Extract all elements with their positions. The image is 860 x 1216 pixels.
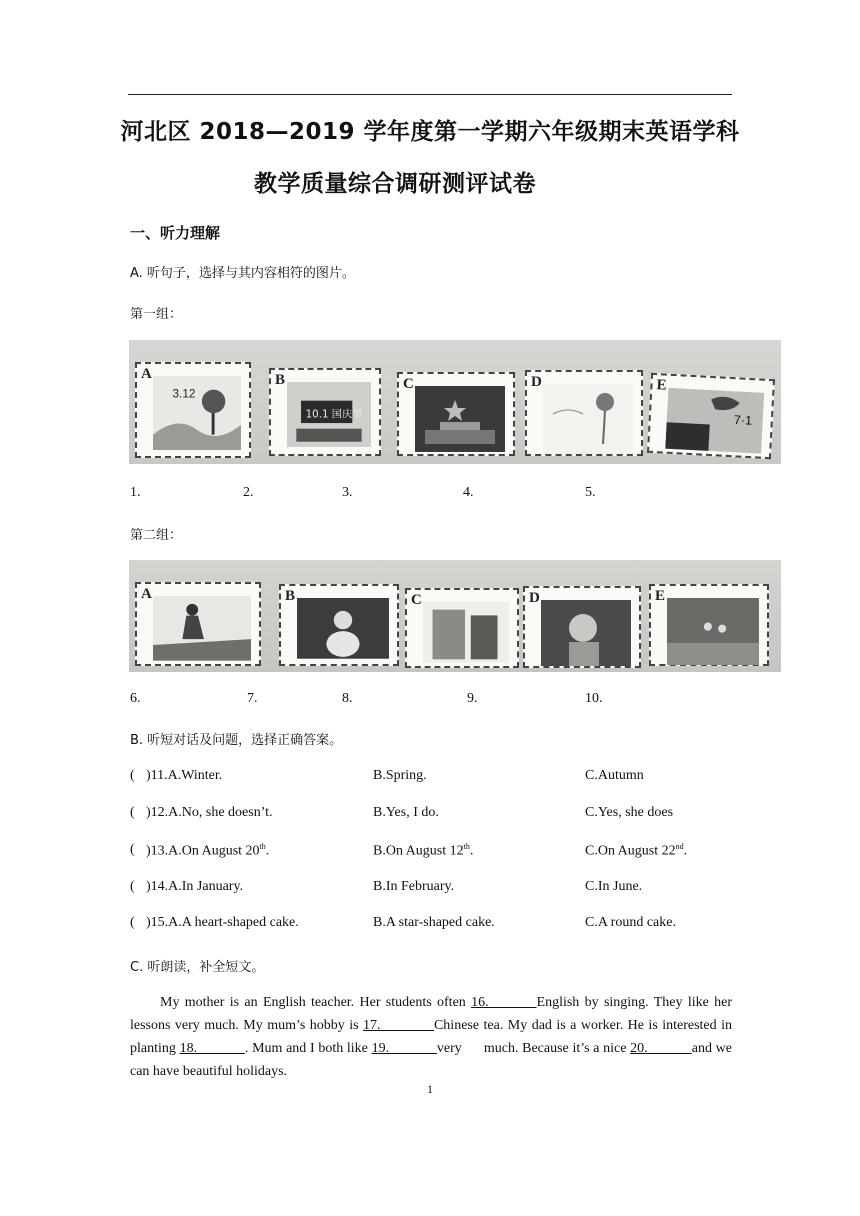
option-b: B.Spring. xyxy=(373,768,427,783)
answer-number: 6. xyxy=(130,691,141,706)
option-a: )15.A.A heart-shaped cake. xyxy=(146,915,299,930)
party-day-icon xyxy=(665,388,764,454)
option-b: B.Yes, I do. xyxy=(373,805,439,820)
stamp-e xyxy=(649,584,769,666)
group2-picture-strip xyxy=(129,560,781,672)
answer-paren[interactable]: ( xyxy=(130,805,135,820)
family-park-icon xyxy=(667,598,759,665)
stamp-caption: 10.1 国庆节 xyxy=(305,408,363,421)
part-c-instruction: C. 听朗读，补全短文。 xyxy=(130,960,265,975)
option-a: )12.A.No, she doesn’t. xyxy=(146,805,273,820)
answer-paren[interactable]: ( xyxy=(130,768,135,783)
answer-number: 5. xyxy=(585,485,596,500)
stamp-c xyxy=(405,588,519,668)
blank-17[interactable]: 17. xyxy=(363,1018,434,1033)
child-portrait-icon xyxy=(541,600,631,666)
stamp-a xyxy=(135,582,261,666)
national-day-icon xyxy=(287,382,371,447)
building-icon xyxy=(423,602,509,663)
answer-number: 3. xyxy=(342,485,353,500)
tree-planting-icon xyxy=(153,376,241,450)
header-rule xyxy=(128,94,732,95)
stamp-letter: B xyxy=(275,372,286,388)
answer-number: 1. xyxy=(130,485,141,500)
stamp-letter: D xyxy=(529,590,540,606)
group1-label: 第一组： xyxy=(130,307,183,322)
stamp-d xyxy=(523,586,641,668)
group2-label: 第二组： xyxy=(130,528,183,543)
stamp-letter: E xyxy=(655,588,666,604)
snow-shoveling-icon xyxy=(153,596,251,661)
stamp-c xyxy=(397,372,515,456)
blank-18[interactable]: 18. xyxy=(179,1041,245,1056)
answer-number: 4. xyxy=(463,485,474,500)
option-c: C.A round cake. xyxy=(585,915,676,930)
page-title: 河北区 2018—2019 学年度第一学期六年级期末英语学科 xyxy=(120,119,740,145)
option-b: B.In February. xyxy=(373,879,455,894)
group1-picture-strip xyxy=(129,340,781,464)
option-a: )11.A.Winter. xyxy=(146,768,223,783)
stamp-b xyxy=(279,584,399,666)
stamp-letter: A xyxy=(141,586,152,602)
stamp-a xyxy=(135,362,251,458)
answer-number: 2. xyxy=(243,485,254,500)
page-subtitle: 教学质量综合调研测评试卷 xyxy=(254,171,536,197)
teachers-day-icon xyxy=(543,384,633,454)
stamp-letter: E xyxy=(656,377,667,394)
section-heading: 一、听力理解 xyxy=(130,224,221,242)
stamp-d xyxy=(525,370,643,456)
stamp-letter: A xyxy=(141,366,152,382)
answer-paren[interactable]: ( xyxy=(130,915,135,930)
option-c: C.Yes, she does xyxy=(585,805,674,820)
stamp-letter: D xyxy=(531,374,542,390)
option-b: B.On August 12th. xyxy=(373,842,474,859)
answer-number: 10. xyxy=(585,691,603,706)
stamp-caption: 3.12 xyxy=(172,387,196,401)
blank-16[interactable]: 16. xyxy=(471,995,537,1010)
option-c: C.In June. xyxy=(585,879,643,894)
option-c: C.Autumn xyxy=(585,768,644,783)
option-a: )14.A.In January. xyxy=(146,879,244,894)
passage: My mother is an English teacher. Her students often 16. English by singing. They like her lessons very much. My mum’s hobby is 17. Chinese tea. My dad is a worker. He is interested in planting 18. . Mum and I both like 19. very much. Because it’s a nice 20. and we can have beautiful holidays. xyxy=(130,995,733,1079)
option-b: B.A star-shaped cake. xyxy=(373,915,495,930)
blank-19[interactable]: 19. xyxy=(371,1041,437,1056)
part-a-instruction: A. 听句子，选择与其内容相符的图片。 xyxy=(130,266,355,281)
answer-number: 7. xyxy=(247,691,258,706)
stamp-letter: C xyxy=(403,376,414,392)
blank-20[interactable]: 20. xyxy=(630,1041,692,1056)
option-a: )13.A.On August 20th. xyxy=(146,842,270,859)
tiananmen-icon xyxy=(415,386,505,452)
stamp-letter: C xyxy=(411,592,422,608)
answer-number: 8. xyxy=(342,691,353,706)
page-number: 1 xyxy=(427,1082,433,1096)
stamp-letter: B xyxy=(285,588,296,604)
option-c: C.On August 22nd. xyxy=(585,842,688,859)
answer-paren[interactable]: ( xyxy=(130,842,135,857)
answer-number: 9. xyxy=(467,691,478,706)
part-b-instruction: B. 听短对话及问题，选择正确答案。 xyxy=(130,733,343,748)
stamp-b xyxy=(269,368,381,456)
answer-paren[interactable]: ( xyxy=(130,879,135,894)
stamp-caption: 7·1 xyxy=(733,412,753,428)
snowman-icon xyxy=(297,598,389,659)
stamp-e xyxy=(647,373,775,459)
